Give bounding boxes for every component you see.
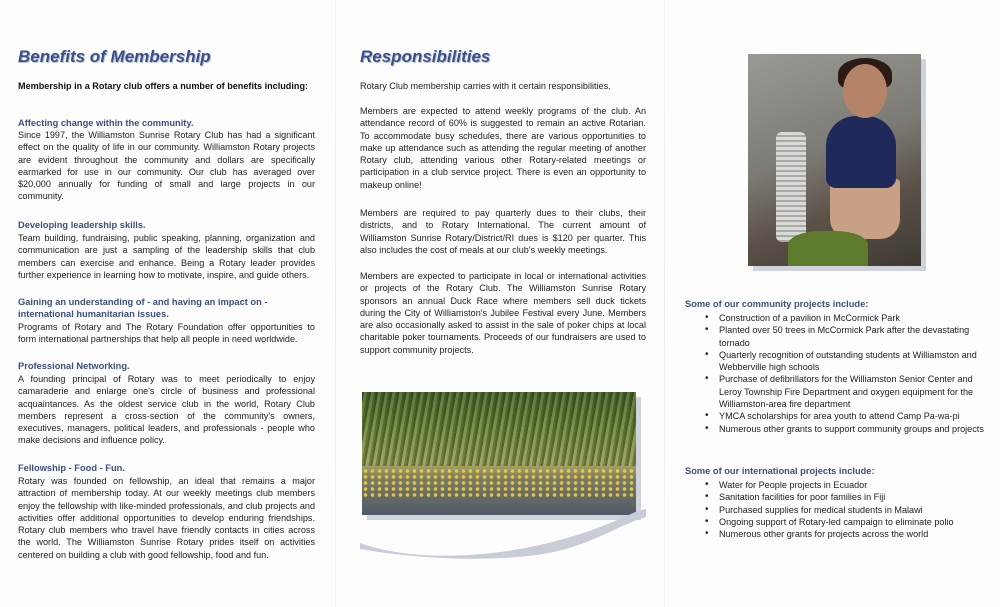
list-item: • Ongoing support of Rotary-led campaign to eliminate polio [719, 516, 985, 528]
child-water-photo [748, 54, 921, 266]
list-item: • Sanitation facilities for poor families in Fiji [719, 491, 985, 503]
list-item: • Purchased supplies for medical students in Malawi [719, 504, 985, 516]
list-item: • Numerous other grants to support community groups and projects [719, 423, 985, 435]
benefits-title: Benefits of Membership [18, 47, 211, 66]
list-item: • Numerous other grants for projects across the world [719, 528, 985, 540]
section-heading: Affecting change within the community. [18, 118, 194, 128]
responsibilities-paragraph: Rotary Club membership carries with it certain responsibilities. [360, 81, 611, 91]
section-heading: Gaining an understanding of - and having an impact on - international humanitarian issues. [18, 297, 268, 320]
section-body: Rotary was founded on fellowship, an ideal that remains a major attraction of membership today. At our weekly meetings club members enjoy the fellowship with like-minded professionals, and club projects and activities offer additional opportunities to develop enduring friendships. Rotary club members who travel have friendly contacts in cities across the world. The Williamston Sunrise Rotary prides itself on activities centered on building a club with good fellowship, food and fun. [18, 476, 315, 560]
duck-race-photo [362, 392, 636, 515]
list-item: • Planted over 50 trees in McCormick Park after the devastating tornado [719, 324, 985, 349]
community-projects-heading: Some of our community projects include: [685, 299, 869, 309]
responsibilities-paragraph: Members are expected to participate in local or international activities or projects of the Rotary Club. The Williamston Sunrise Rotary sponsors an annual Duck Race where members sell duck tickets during the City of Williamston's Jubilee Festival every June. Members are also occasionally asked to assist in the sale of poker chips at local charitable poker tournaments. Proceeds of our fundraisers are used to support community projects. [360, 271, 646, 355]
section-heading: Developing leadership skills. [18, 220, 146, 230]
international-projects-heading: Some of our international projects include: [685, 466, 875, 476]
responsibilities-paragraph: Members are required to pay quarterly dues to their clubs, their districts, and to Rotary International. The current amount of Williamston Sunrise Rotary/District/RI dues is $120 per quarter. This also includes the cost of meals at our club's weekly meetings. [360, 208, 646, 255]
section-body: Programs of Rotary and The Rotary Foundation offer opportunities to form international partnerships that help all people in need worldwide. [18, 322, 315, 345]
list-item: • YMCA scholarships for area youth to attend Camp Pa-wa-pi [719, 410, 985, 422]
responsibilities-title: Responsibilities [360, 47, 491, 66]
section-heading: Fellowship - Food - Fun. [18, 463, 125, 473]
list-item: • Purchase of defibrillators for the Williamston Senior Center and Leroy Township Fire Department and oxygen equipment for the Williamston-area fire department [719, 373, 985, 410]
international-projects-list [685, 479, 985, 540]
benefits-intro: Membership in a Rotary club offers a number of benefits including: [18, 81, 309, 91]
list-item: • Water for People projects in Ecuador [719, 479, 985, 491]
panel-fold [664, 0, 665, 607]
responsibilities-paragraph: Members are expected to attend weekly programs of the club. An attendance record of 60% is suggested to remain an active Rotarian. To accommodate busy schedules, there are various opportunities to make up attendance such as attending the regular meeting of another Rotary club, attending various other Rotary-related meetings or participation in a club service project. There is even an opportunity to makeup online! [360, 106, 646, 190]
list-item: • Construction of a pavilion in McCormick Park [719, 312, 985, 324]
community-projects-list [685, 312, 985, 435]
decorative-swoosh [356, 505, 648, 563]
section-body: Since 1997, the Williamston Sunrise Rotary Club has had a significant effect on the quality of life in our community. Williamston Rotary projects are evident throughout the community and dollars are specifically earmarked for use in our community. Our club has averaged over $20,000 annually for funding of small and large projects in our community. [18, 130, 315, 202]
panel-fold [335, 0, 336, 607]
section-body: A founding principal of Rotary was to meet periodically to enjoy camaraderie and enlarge one's circle of business and professional acquaintances. As the oldest service club in the world, Rotary Club members represent a cross-section of the community's owners, executives, managers, political leaders, and professionals - people who make decisions and influence policy. [18, 374, 315, 446]
section-heading: Professional Networking. [18, 361, 130, 371]
section-body: Team building, fundraising, public speaking, planning, organization and communication are just a sampling of the leadership skills that club members can exercise and enhance. Being a Rotary leader provides further experience in learning how to motivate, inspire, and guide others. [18, 233, 315, 280]
list-item: • Quarterly recognition of outstanding students at Williamston and Webberville high schools [719, 349, 985, 374]
